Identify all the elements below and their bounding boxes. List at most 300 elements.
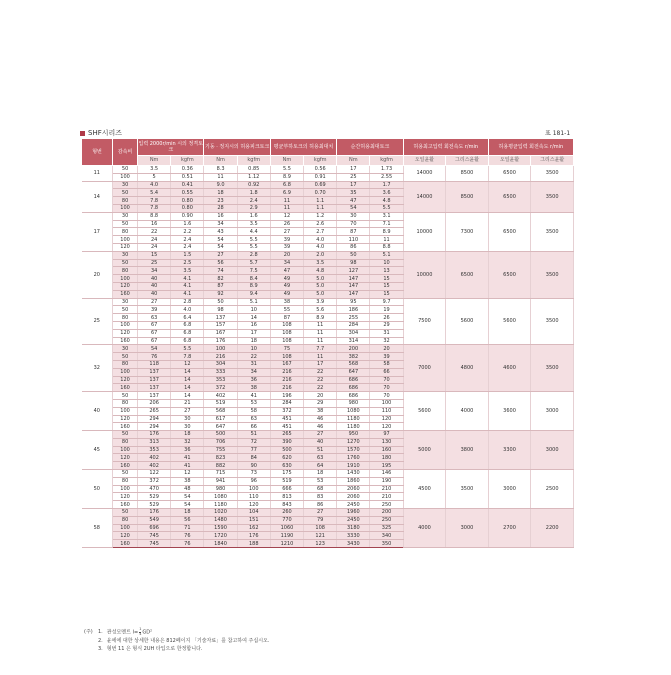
value-cell: 147 — [337, 275, 370, 283]
value-cell: 49 — [270, 290, 303, 298]
unit-kgfm: kgfm — [237, 155, 270, 165]
value-cell: 30 — [171, 415, 204, 423]
value-cell: 770 — [270, 516, 303, 524]
value-cell: 157 — [204, 321, 237, 329]
reduction-cell: 50 — [113, 353, 138, 361]
value-cell: 8.9 — [270, 173, 303, 181]
value-cell: 104 — [237, 509, 270, 517]
unit-kgfm: kgfm — [370, 155, 403, 165]
value-cell: 54 — [171, 501, 204, 509]
reduction-cell: 120 — [113, 532, 138, 540]
reduction-cell: 100 — [113, 236, 138, 244]
value-cell: 294 — [138, 423, 171, 431]
value-cell: 0.56 — [304, 166, 337, 174]
value-cell: 5.5 — [370, 204, 403, 212]
value-cell: 70 — [370, 392, 403, 400]
value-cell: 2.0 — [304, 251, 337, 259]
value-cell: 54 — [204, 236, 237, 244]
reduction-cell: 50 — [113, 306, 138, 314]
value-cell: 40 — [138, 275, 171, 283]
value-cell: 1060 — [270, 524, 303, 532]
value-cell: 14 — [171, 384, 204, 392]
reduction-cell: 120 — [113, 329, 138, 337]
value-cell: 1480 — [204, 516, 237, 524]
value-cell: 3.5 — [171, 267, 204, 275]
value-cell: 110 — [337, 236, 370, 244]
value-cell: 1.7 — [370, 181, 403, 189]
value-cell: 304 — [337, 329, 370, 337]
value-cell: 98 — [337, 259, 370, 267]
value-cell: 2060 — [337, 493, 370, 501]
value-cell: 843 — [270, 501, 303, 509]
value-cell: 40 — [138, 282, 171, 290]
value-cell: 39 — [270, 236, 303, 244]
value-cell: 5.0 — [304, 275, 337, 283]
value-cell: 14 — [237, 314, 270, 322]
value-cell: 260 — [270, 509, 303, 517]
speed-cell: 7500 — [403, 298, 446, 345]
speed-cell: 3500 — [531, 251, 574, 298]
value-cell: 5.1 — [370, 251, 403, 259]
footnote-text: 관성모멘트 I= $\frac{1}{4}$ GD² — [106, 627, 153, 636]
reduction-cell: 120 — [113, 493, 138, 501]
value-cell: 40 — [138, 290, 171, 298]
value-cell: 11 — [270, 204, 303, 212]
value-cell: 137 — [204, 314, 237, 322]
reduction-cell: 160 — [113, 423, 138, 431]
value-cell: 1210 — [270, 540, 303, 548]
reduction-cell: 80 — [113, 399, 138, 407]
value-cell: 43 — [204, 228, 237, 236]
value-cell: 333 — [204, 368, 237, 376]
value-cell: 549 — [138, 516, 171, 524]
value-cell: 11 — [304, 321, 337, 329]
value-cell: 87 — [270, 314, 303, 322]
value-cell: 4.1 — [171, 275, 204, 283]
value-cell: 146 — [370, 470, 403, 478]
table-row — [82, 251, 574, 259]
value-cell: 1860 — [337, 477, 370, 485]
value-cell: 27 — [204, 251, 237, 259]
value-cell: 3430 — [337, 540, 370, 548]
value-cell: 27 — [304, 431, 337, 439]
value-cell: 123 — [304, 540, 337, 548]
value-cell: 519 — [204, 399, 237, 407]
value-cell: 14 — [171, 392, 204, 400]
value-cell: 0.80 — [171, 197, 204, 205]
speed-cell: 14000 — [403, 166, 446, 182]
value-cell: 4.0 — [304, 243, 337, 251]
value-cell: 151 — [237, 516, 270, 524]
table-row — [82, 181, 574, 189]
reduction-cell: 80 — [113, 477, 138, 485]
speed-cell: 4800 — [446, 345, 489, 392]
value-cell: 8.8 — [138, 212, 171, 220]
value-cell: 17 — [304, 360, 337, 368]
value-cell: 58 — [370, 360, 403, 368]
footnote-1 — [84, 628, 269, 637]
value-cell: 5.4 — [138, 189, 171, 197]
reduction-cell: 120 — [113, 454, 138, 462]
value-cell: 9.4 — [237, 290, 270, 298]
value-cell: 4.1 — [171, 282, 204, 290]
value-cell: 451 — [270, 423, 303, 431]
value-cell: 46 — [304, 423, 337, 431]
speed-cell: 3500 — [531, 166, 574, 182]
value-cell: 206 — [138, 399, 171, 407]
section-square-icon — [80, 131, 85, 136]
footnote-2 — [84, 637, 269, 645]
value-cell: 40 — [304, 438, 337, 446]
reduction-cell: 100 — [113, 485, 138, 493]
value-cell: 647 — [337, 368, 370, 376]
value-cell: 108 — [270, 353, 303, 361]
header-rated-torque: 입력 2000r/min 시의 정격토크 — [138, 139, 204, 156]
unit-oil: 오일윤활 — [488, 155, 531, 165]
value-cell: 19 — [370, 306, 403, 314]
value-cell: 49 — [270, 275, 303, 283]
model-cell: 58 — [82, 509, 113, 548]
speed-cell: 3000 — [531, 392, 574, 431]
value-cell: 15 — [370, 290, 403, 298]
value-cell: 55 — [270, 306, 303, 314]
value-cell: 20 — [370, 345, 403, 353]
unit-nm: Nm — [204, 155, 237, 165]
value-cell: 51 — [237, 431, 270, 439]
value-cell: 108 — [270, 321, 303, 329]
reduction-cell: 120 — [113, 282, 138, 290]
value-cell: 137 — [138, 384, 171, 392]
value-cell: 0.69 — [304, 181, 337, 189]
value-cell: 340 — [370, 532, 403, 540]
value-cell: 137 — [138, 368, 171, 376]
value-cell: 67 — [138, 321, 171, 329]
speed-cell: 3500 — [446, 470, 489, 509]
value-cell: 0.70 — [304, 189, 337, 197]
value-cell: 7.1 — [370, 220, 403, 228]
value-cell: 5.0 — [304, 290, 337, 298]
value-cell: 180 — [370, 454, 403, 462]
speed-cell: 6500 — [488, 212, 531, 251]
value-cell: 11 — [304, 337, 337, 345]
value-cell: 30 — [171, 423, 204, 431]
value-cell: 63 — [237, 415, 270, 423]
table-row — [82, 298, 574, 306]
value-cell: 11 — [304, 329, 337, 337]
value-cell: 16 — [204, 212, 237, 220]
value-cell: 73 — [237, 470, 270, 478]
value-cell: 2.9 — [237, 204, 270, 212]
value-cell: 38 — [304, 407, 337, 415]
value-cell: 72 — [237, 438, 270, 446]
section-title — [80, 128, 122, 138]
model-cell: 14 — [82, 181, 113, 212]
value-cell: 5.5 — [237, 236, 270, 244]
header-avg-input-speed: 허용평균입력 회전속도 r/min — [488, 139, 573, 156]
reduction-cell: 50 — [113, 259, 138, 267]
value-cell: 79 — [304, 516, 337, 524]
value-cell: 8.4 — [237, 275, 270, 283]
footnote-text: 형번 11 은 형식 2UH 타입으로 한정합니다. — [106, 645, 203, 652]
speed-cell: 2500 — [531, 470, 574, 509]
value-cell: 118 — [138, 360, 171, 368]
unit-oil: 오일윤활 — [403, 155, 446, 165]
value-cell: 22 — [304, 368, 337, 376]
value-cell: 70 — [337, 220, 370, 228]
value-cell: 2450 — [337, 501, 370, 509]
value-cell: 84 — [237, 454, 270, 462]
value-cell: 620 — [270, 454, 303, 462]
value-cell: 176 — [138, 509, 171, 517]
value-cell: 14 — [171, 376, 204, 384]
value-cell: 66 — [237, 423, 270, 431]
value-cell: 22 — [237, 353, 270, 361]
value-cell: 372 — [270, 407, 303, 415]
value-cell: 402 — [138, 454, 171, 462]
value-cell: 2450 — [337, 516, 370, 524]
value-cell: 2.6 — [304, 220, 337, 228]
value-cell: 353 — [138, 446, 171, 454]
value-cell: 35 — [337, 189, 370, 197]
value-cell: 402 — [204, 392, 237, 400]
value-cell: 715 — [204, 470, 237, 478]
value-cell: 402 — [138, 462, 171, 470]
value-cell: 1190 — [270, 532, 303, 540]
footnote-number: 2. — [98, 637, 103, 644]
value-cell: 167 — [270, 360, 303, 368]
value-cell: 2.2 — [171, 228, 204, 236]
header-momentary-torque: 순간허용최대토크 — [337, 139, 403, 156]
unit-grease: 그리스윤활 — [446, 155, 489, 165]
value-cell: 372 — [138, 477, 171, 485]
speed-cell: 4000 — [403, 509, 446, 548]
speed-cell: 3500 — [531, 181, 574, 212]
value-cell: 54 — [138, 345, 171, 353]
value-cell: 32 — [171, 438, 204, 446]
value-cell: 54 — [337, 204, 370, 212]
speed-cell: 7300 — [446, 212, 489, 251]
value-cell: 6.8 — [270, 181, 303, 189]
value-cell: 130 — [370, 438, 403, 446]
value-cell: 120 — [370, 415, 403, 423]
value-cell: 755 — [204, 446, 237, 454]
speed-cell: 6500 — [488, 181, 531, 212]
model-cell: 32 — [82, 345, 113, 392]
value-cell: 127 — [337, 267, 370, 275]
speed-cell: 4500 — [403, 470, 446, 509]
value-cell: 27 — [270, 228, 303, 236]
value-cell: 176 — [204, 337, 237, 345]
reduction-cell: 80 — [113, 360, 138, 368]
reduction-cell: 50 — [113, 470, 138, 478]
value-cell: 250 — [370, 516, 403, 524]
value-cell: 41 — [171, 462, 204, 470]
value-cell: 29 — [370, 321, 403, 329]
value-cell: 5.5 — [237, 243, 270, 251]
value-cell: 18 — [237, 337, 270, 345]
value-cell: 686 — [337, 376, 370, 384]
speed-cell: 3000 — [531, 431, 574, 470]
speed-cell: 3500 — [531, 345, 574, 392]
reduction-cell: 30 — [113, 251, 138, 259]
value-cell: 1960 — [337, 509, 370, 517]
value-cell: 3.1 — [370, 212, 403, 220]
footnotes — [84, 628, 269, 653]
section-title-text: SHF시리즈 — [88, 129, 123, 137]
speed-cell: 5000 — [403, 431, 446, 470]
value-cell: 25 — [138, 259, 171, 267]
value-cell: 5.5 — [270, 166, 303, 174]
fraction: $\frac{1}{4}$ — [139, 627, 142, 636]
speed-cell: 2200 — [531, 509, 574, 548]
unit-kgfm: kgfm — [171, 155, 204, 165]
value-cell: 2.7 — [304, 228, 337, 236]
value-cell: 284 — [337, 321, 370, 329]
value-cell: 97 — [370, 431, 403, 439]
value-cell: 8.9 — [370, 228, 403, 236]
reduction-cell: 50 — [113, 166, 138, 174]
value-cell: 122 — [138, 470, 171, 478]
value-cell: 284 — [270, 399, 303, 407]
unit-grease: 그리스윤활 — [531, 155, 574, 165]
value-cell: 24 — [138, 236, 171, 244]
footnote-text: 윤에에 대한 상세한 내용은 812페이지 「기술자료」를 참고하여 주십시오. — [106, 637, 270, 644]
value-cell: 25 — [337, 173, 370, 181]
reduction-cell: 50 — [113, 392, 138, 400]
speed-cell: 7000 — [403, 345, 446, 392]
value-cell: 5.0 — [304, 282, 337, 290]
value-cell: 6.8 — [171, 329, 204, 337]
value-cell: 66 — [370, 368, 403, 376]
value-cell: 22 — [304, 384, 337, 392]
speed-cell: 3500 — [531, 298, 574, 345]
value-cell: 529 — [138, 493, 171, 501]
value-cell: 41 — [237, 392, 270, 400]
value-cell: 2.8 — [171, 298, 204, 306]
value-cell: 6.9 — [270, 189, 303, 197]
value-cell: 3.5 — [138, 166, 171, 174]
reduction-cell: 100 — [113, 321, 138, 329]
value-cell: 0.36 — [171, 166, 204, 174]
value-cell: 100 — [204, 345, 237, 353]
value-cell: 46 — [304, 415, 337, 423]
value-cell: 23 — [204, 197, 237, 205]
header-max-input-speed: 허용최고입력 회전속도 r/min — [403, 139, 488, 156]
reduction-cell: 160 — [113, 540, 138, 548]
value-cell: 4.0 — [304, 236, 337, 244]
value-cell: 5.5 — [171, 345, 204, 353]
speed-cell: 14000 — [403, 181, 446, 212]
value-cell: 63 — [138, 314, 171, 322]
value-cell: 50 — [337, 251, 370, 259]
value-cell: 1.73 — [370, 166, 403, 174]
value-cell: 0.90 — [171, 212, 204, 220]
value-cell: 568 — [337, 360, 370, 368]
value-cell: 2.55 — [370, 173, 403, 181]
value-cell: 51 — [304, 446, 337, 454]
reduction-cell: 160 — [113, 462, 138, 470]
value-cell: 350 — [370, 540, 403, 548]
reduction-cell: 30 — [113, 181, 138, 189]
value-cell: 64 — [304, 462, 337, 470]
value-cell: 1080 — [204, 493, 237, 501]
value-cell: 1570 — [337, 446, 370, 454]
reduction-cell: 100 — [113, 204, 138, 212]
value-cell: 196 — [270, 392, 303, 400]
value-cell: 630 — [270, 462, 303, 470]
value-cell: 1760 — [337, 454, 370, 462]
value-cell: 3330 — [337, 532, 370, 540]
value-cell: 1590 — [204, 524, 237, 532]
value-cell: 0.41 — [171, 181, 204, 189]
value-cell: 12 — [270, 212, 303, 220]
unit-nm: Nm — [138, 155, 171, 165]
value-cell: 7.8 — [138, 204, 171, 212]
value-cell: 39 — [270, 243, 303, 251]
value-cell: 32 — [370, 337, 403, 345]
value-cell: 11 — [204, 173, 237, 181]
value-cell: 108 — [270, 337, 303, 345]
reduction-cell: 160 — [113, 384, 138, 392]
model-cell: 45 — [82, 431, 113, 470]
value-cell: 137 — [138, 392, 171, 400]
value-cell: 210 — [370, 485, 403, 493]
value-cell: 470 — [138, 485, 171, 493]
value-cell: 4.8 — [304, 267, 337, 275]
reduction-cell: 80 — [113, 228, 138, 236]
value-cell: 95 — [337, 298, 370, 306]
value-cell: 706 — [204, 438, 237, 446]
table-row — [82, 431, 574, 439]
value-cell: 1.6 — [171, 220, 204, 228]
value-cell: 110 — [237, 493, 270, 501]
value-cell: 500 — [270, 446, 303, 454]
value-cell: 68 — [304, 485, 337, 493]
table-row — [82, 470, 574, 478]
value-cell: 250 — [370, 501, 403, 509]
value-cell: 15 — [370, 282, 403, 290]
value-cell: 16 — [138, 220, 171, 228]
reduction-cell: 120 — [113, 415, 138, 423]
value-cell: 12 — [171, 470, 204, 478]
value-cell: 53 — [237, 399, 270, 407]
value-cell: 50 — [204, 298, 237, 306]
value-cell: 6.8 — [171, 337, 204, 345]
value-cell: 47 — [270, 267, 303, 275]
speed-cell: 6500 — [488, 166, 531, 182]
table-body — [82, 166, 574, 548]
unit-nm: Nm — [337, 155, 370, 165]
value-cell: 96 — [237, 477, 270, 485]
value-cell: 216 — [270, 368, 303, 376]
model-cell: 40 — [82, 392, 113, 431]
value-cell: 90 — [237, 462, 270, 470]
value-cell: 27 — [171, 407, 204, 415]
reduction-cell: 120 — [113, 243, 138, 251]
reduction-cell: 50 — [113, 431, 138, 439]
value-cell: 67 — [138, 337, 171, 345]
value-cell: 108 — [270, 329, 303, 337]
value-cell: 36 — [237, 376, 270, 384]
value-cell: 3.5 — [304, 259, 337, 267]
value-cell: 38 — [171, 477, 204, 485]
value-cell: 176 — [237, 532, 270, 540]
value-cell: 16 — [237, 321, 270, 329]
speed-cell: 3000 — [488, 470, 531, 509]
unit-kgfm: kgfm — [304, 155, 337, 165]
value-cell: 76 — [171, 532, 204, 540]
value-cell: 67 — [138, 329, 171, 337]
